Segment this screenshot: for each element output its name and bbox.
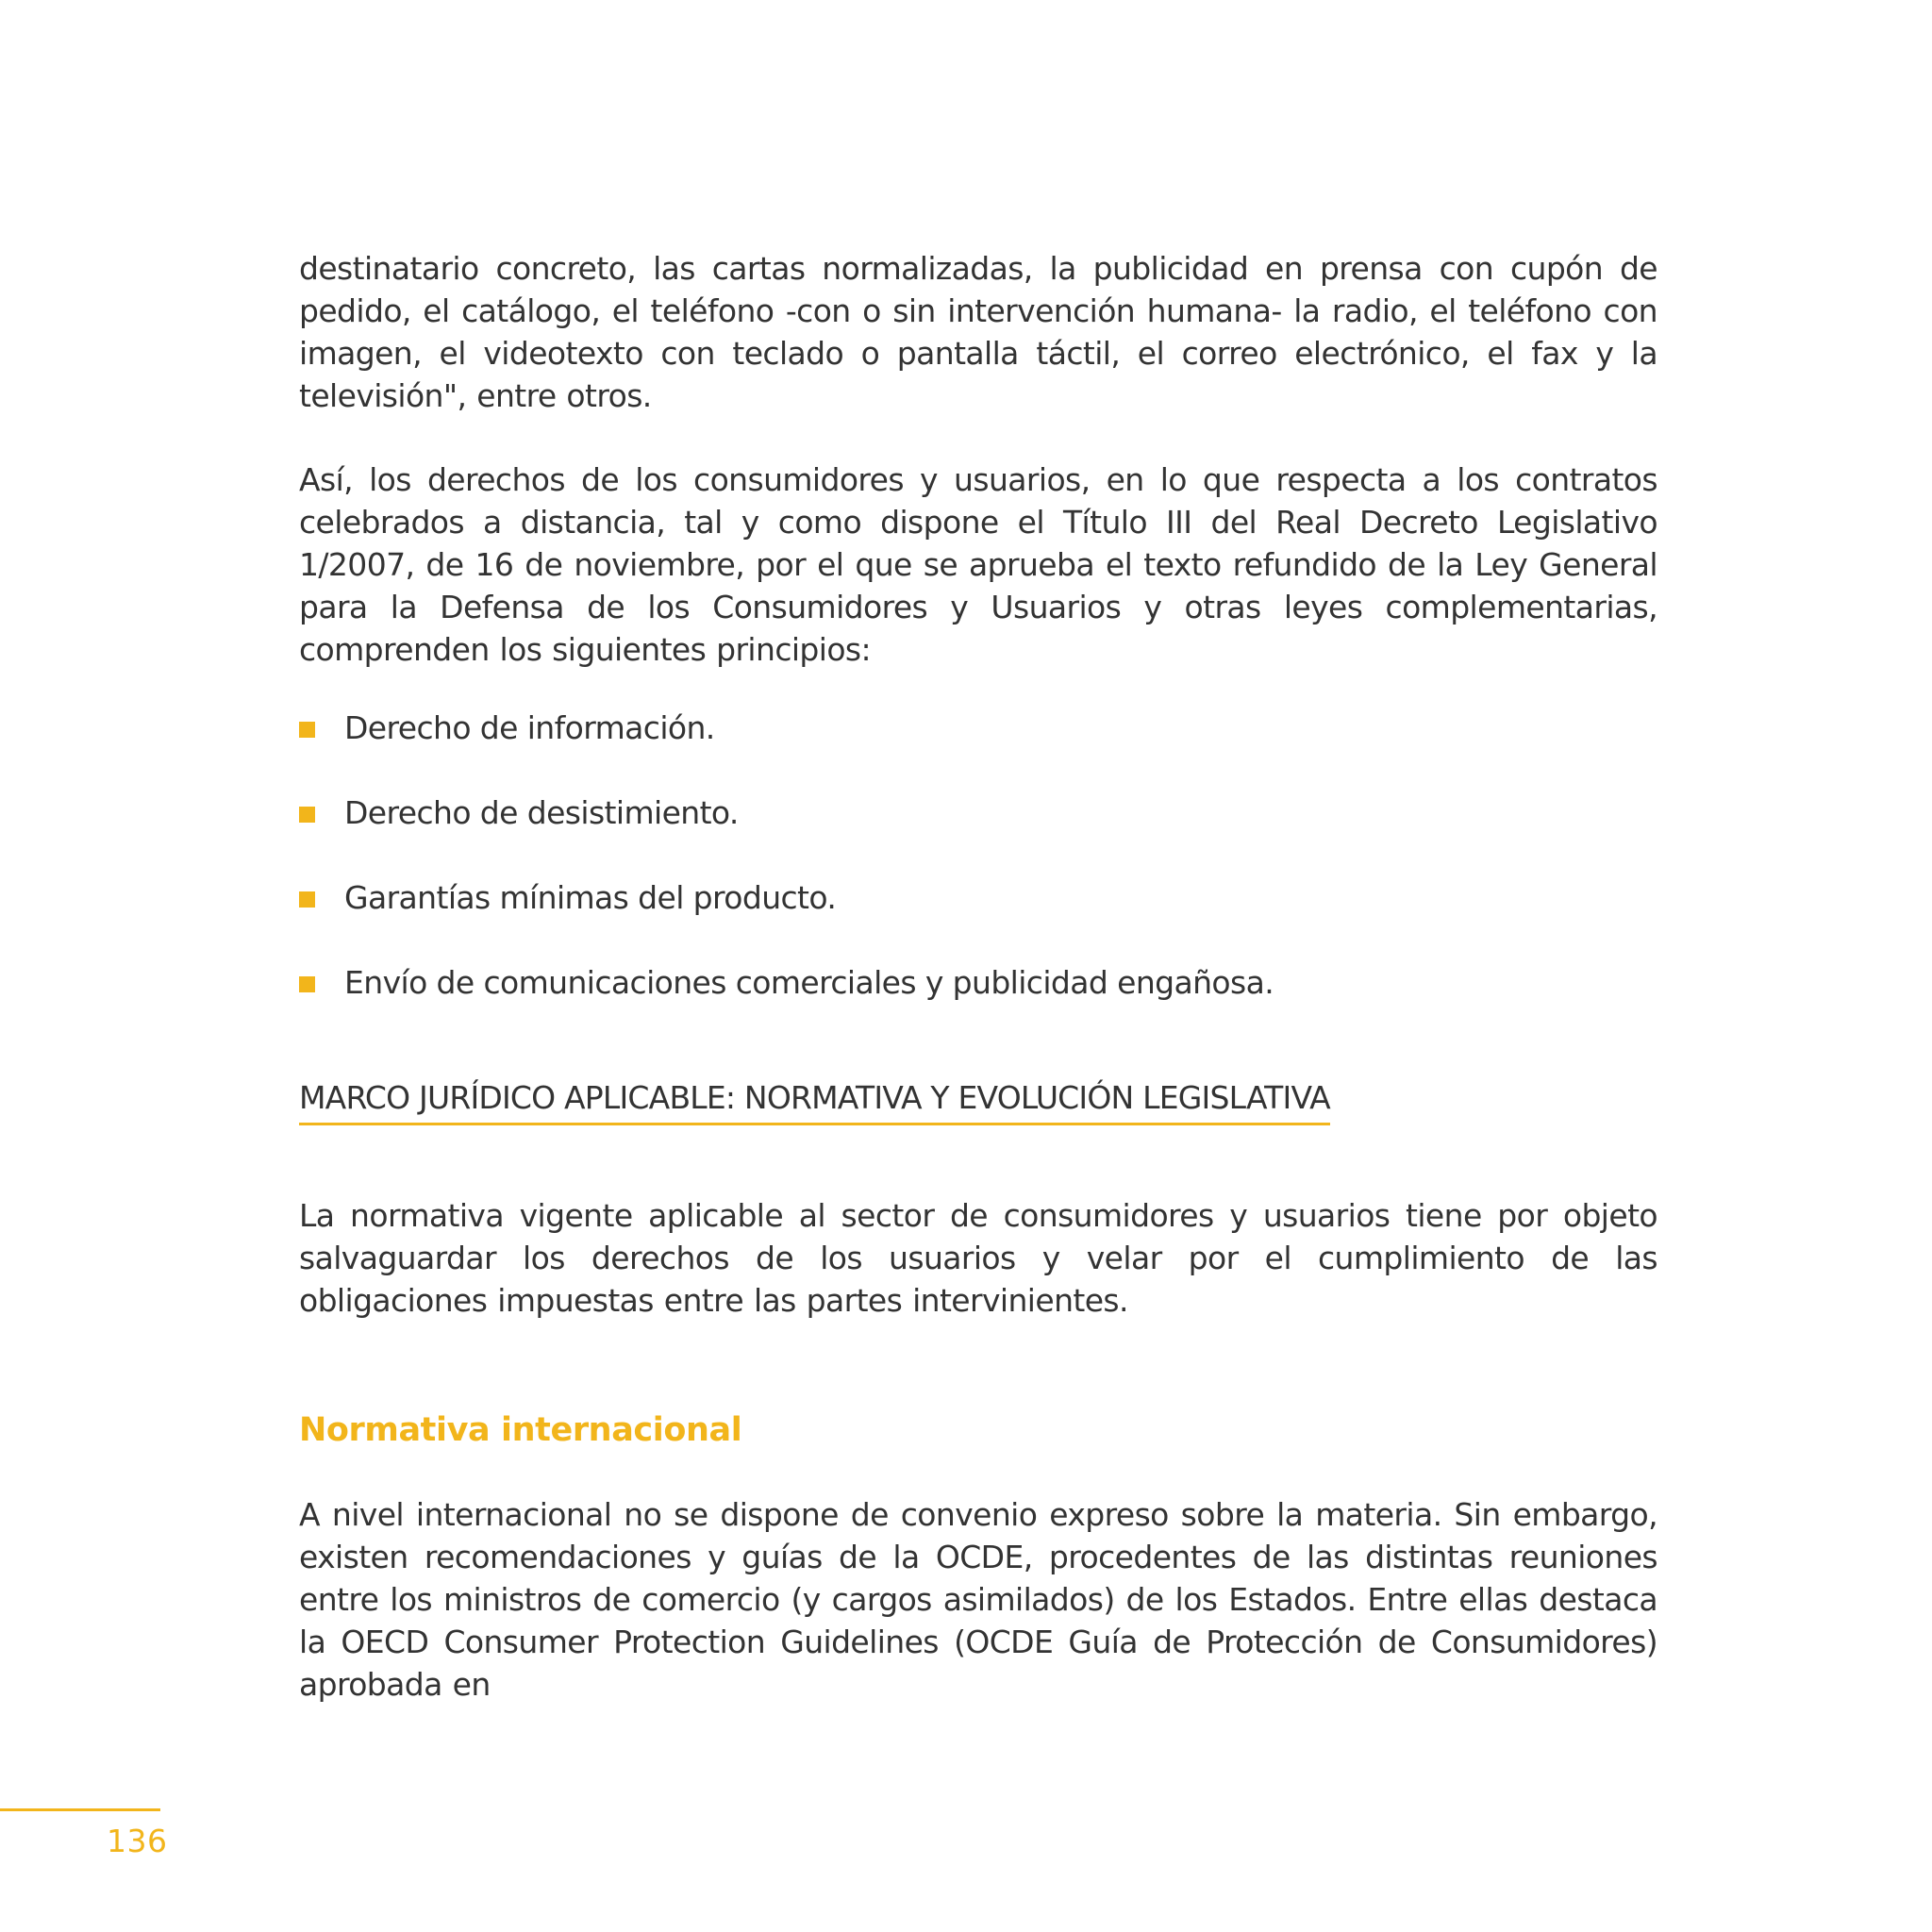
paragraph-consumer-rights: Así, los derechos de los consumidores y usuarios, en lo que respecta a los contratos celebrados a distancia, tal y como dispone el Título III del Real Decreto Legislativo 1/2007, de 16 de noviembre, por el que se aprueba el texto refundido de la Ley General para la Defensa de los Consumidores y Usuarios y otras leyes complementarias, comprenden los siguientes principios: [299,461,1657,668]
list-item-text: Derecho de información. [344,709,715,746]
list-item [299,791,1657,834]
section-title: MARCO JURÍDICO APLICABLE: NORMATIVA Y EVOLUCIÓN LEGISLATIVA [299,1076,1330,1125]
list-item-text: Garantías mínimas del producto. [344,879,837,916]
square-bullet-icon [299,976,315,992]
list-item [299,876,1657,919]
list-item-text: Envío de comunicaciones comerciales y publicidad engañosa. [344,964,1274,1001]
list-item [299,707,1657,749]
rights-list [299,707,1657,1004]
page-number: 136 [107,1823,168,1859]
paragraph-regulation-purpose: La normativa vigente aplicable al sector de consumidores y usuarios tiene por objeto salvaguardar los derechos de los usuarios y velar por el cumplimiento de las obligaciones impuestas entre las partes intervinientes. [299,1197,1657,1319]
list-item [299,961,1657,1004]
list-item-text: Derecho de desistimiento. [344,794,739,831]
page-content [299,247,1657,1706]
footer-divider [0,1808,160,1811]
subheading-international: Normativa internacional [299,1411,742,1449]
paragraph-distance-contracts-media: destinatario concreto, las cartas normalizadas, la publicidad en prensa con cupón de pedido, el catálogo, el teléfono -con o sin intervención humana- la radio, el teléfono con imagen, el videotexto con teclado o pantalla táctil, el correo electrónico, el fax y la televisión", entre otros. [299,250,1657,414]
square-bullet-icon [299,722,315,738]
paragraph-international-regulation: A nivel internacional no se dispone de convenio expreso sobre la materia. Sin embargo, existen recomendaciones y guías de la OCDE, procedentes de las distintas reuniones entre los ministros de comercio (y cargos asimilados) de los Estados. Entre ellas destaca la OECD Consumer Protection Guidelines (OCDE Guía de Protección de Consumidores) aprobada en [299,1496,1657,1703]
square-bullet-icon [299,891,315,908]
square-bullet-icon [299,807,315,823]
